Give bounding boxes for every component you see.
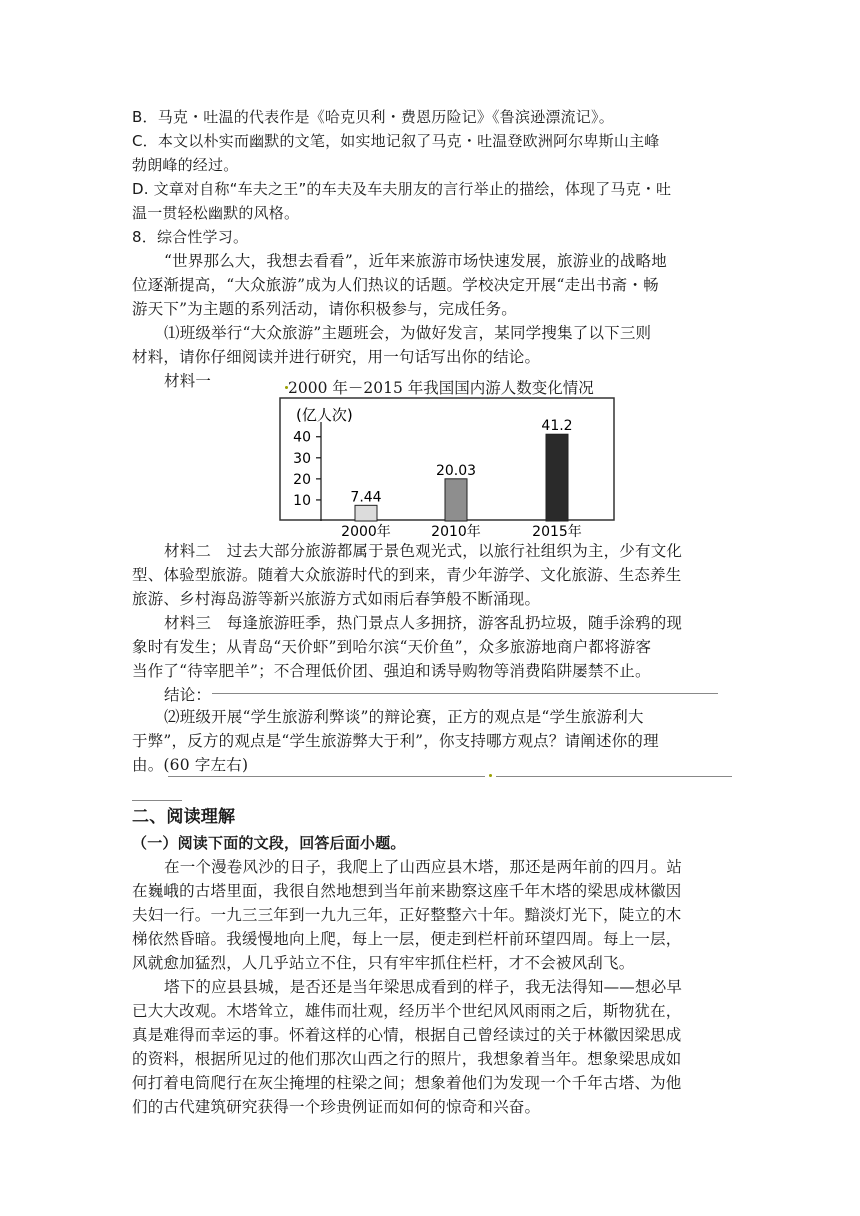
answer-line-1[interactable] — [168, 776, 485, 777]
marker-dot — [489, 774, 492, 777]
y-tick-label: 20 — [293, 471, 311, 488]
conclusion-answer-line[interactable] — [212, 693, 718, 694]
bar-value-label: 41.2 — [541, 418, 573, 435]
q8-task1-line1: ⑴班级举行“大众旅游”主题班会，为做好发言，某同学搜集了以下三则 — [164, 324, 652, 342]
conclusion-label: 结论： — [164, 686, 212, 704]
y-axis-label: (亿人次) — [296, 406, 353, 424]
passage-p2-line4: 的资料，根据所见过的他们那次山西之行的照片，我想象着当年。想象梁思成如 — [132, 1050, 682, 1068]
bar-value-label: 7.44 — [350, 489, 382, 506]
q8-intro-line2: 位逐渐提高，“大众旅游”成为人们热议的话题。学校决定开展“走出书斋・畅 — [132, 276, 659, 294]
passage-p2-line6: 们的古代建筑研究获得一个珍贵例证而如何的惊奇和兴奋。 — [132, 1098, 541, 1116]
q8-task2-line1: ⑵班级开展“学生旅游利弊谈”的辩论赛，正方的观点是“学生旅游利大 — [164, 708, 644, 726]
answer-line-2[interactable] — [496, 776, 732, 777]
material2-line3: 旅游、乡村海岛游等新兴旅游方式如雨后春笋般不断涌现。 — [132, 590, 541, 608]
q8-task2-line3: 由。(60 字左右) — [132, 756, 249, 774]
x-category-label: 2010年 — [431, 524, 481, 538]
material3-line2: 象时有发生；从青岛“天价虾”到哈尔滨“天价鱼”，众多旅游地商户都将游客 — [132, 638, 652, 656]
material1-label: 材料一 — [164, 372, 212, 390]
bar-2010年 — [445, 479, 467, 521]
option-d-line2: 温一贯轻松幽默的风格。 — [132, 204, 300, 222]
q8-intro-line3: 游天下”为主题的系列活动，请你积极参与，完成任务。 — [132, 300, 517, 318]
passage-p1-line4: 梯依然昏暗。我缓慢地向上爬，每上一层，便走到栏杆前环望四周。每上一层， — [132, 930, 682, 948]
passage-p2-line2: 已大大改观。木塔耸立，雄伟而壮观，经历半个世纪风风雨雨之后，斯物犹在， — [132, 1002, 682, 1020]
passage-p2-line5: 何打着电筒爬行在灰尘掩埋的柱梁之间；想象着他们为发现一个千年古塔、为他 — [132, 1074, 682, 1092]
y-tick-label: 30 — [293, 450, 311, 467]
passage-p1-line1: 在一个漫卷风沙的日子，我爬上了山西应县木塔，那还是两年前的四月。站 — [164, 858, 683, 876]
y-tick-label: 40 — [293, 429, 311, 446]
passage-p1-line3: 夫妇一行。一九三三年到一九九三年，正好整整六十年。黯淡灯光下，陡立的木 — [132, 906, 682, 924]
bar-chart — [278, 396, 618, 538]
x-category-label: 2015年 — [532, 524, 582, 538]
y-tick-label: 10 — [293, 492, 311, 509]
q8-intro-line1: “世界那么大，我想去看看”，近年来旅游市场快速发展，旅游业的战略地 — [164, 252, 667, 270]
bar-value-label: 20.03 — [435, 462, 477, 479]
q8-task2-line2: 于弊”，反方的观点是“学生旅游弊大于利”，你支持哪方观点？请阐述你的理 — [132, 732, 659, 750]
question-8-title: 8．综合性学习。 — [132, 228, 249, 246]
option-c-line2: 勃朗峰的经过。 — [132, 156, 239, 174]
passage-p2-line1: 塔下的应县县城，是否还是当年梁思成看到的样子，我无法得知——想必早 — [164, 978, 683, 996]
x-category-label: 2000年 — [341, 524, 391, 538]
passage-p1-line2: 在巍峨的古塔里面，我很自然地想到当年前来勘察这座千年木塔的梁思成林徽因 — [132, 882, 682, 900]
option-b: B．马克・吐温的代表作是《哈克贝利・费恩历险记》《鲁滨逊漂流记》。 — [132, 108, 614, 126]
option-c-line1: C．本文以朴实而幽默的文笔，如实地记叙了马克・吐温登欧洲阿尔卑斯山主峰 — [132, 132, 660, 150]
passage-p2-line3: 真是难得而幸运的事。怀着这样的心情，根据自己曾经读过的关于林徽因梁思成 — [132, 1026, 682, 1044]
chart-title: 2000 年－2015 年我国国内游人数变化情况 — [288, 379, 594, 397]
answer-line-3[interactable] — [132, 800, 182, 801]
material2-line2: 型、体验型旅游。随着大众旅游时代的到来，青少年游学、文化旅游、生态养生 — [132, 566, 682, 584]
q8-task1-line2: 材料，请你仔细阅读并进行研究，用一句话写出你的结论。 — [132, 348, 541, 366]
section2-heading: 二、阅读理解 — [132, 807, 236, 827]
bar-2015年 — [546, 434, 568, 521]
material3-line1: 材料三 每逢旅游旺季，热门景点人多拥挤，游客乱扔垃圾，随手涂鸦的现 — [164, 614, 683, 632]
passage-p1-line5: 风就愈加猛烈，人几乎站立不住，只有牢牢抓住栏杆，才不会被风刮飞。 — [132, 954, 635, 972]
option-d-line1: D. 文章对自称“车夫之王”的车夫及车夫朋友的言行举止的描绘，体现了马克・吐 — [132, 180, 672, 198]
bar-2000年 — [355, 505, 377, 521]
section2-subheading: （一）阅读下面的文段，回答后面小题。 — [132, 834, 406, 852]
material2-line1: 材料二 过去大部分旅游都属于景色观光式，以旅行社组织为主，少有文化 — [164, 542, 683, 560]
material3-line3: 当作了“待宰肥羊”；不合理低价团、强迫和诱导购物等消费陷阱屡禁不止。 — [132, 662, 651, 680]
